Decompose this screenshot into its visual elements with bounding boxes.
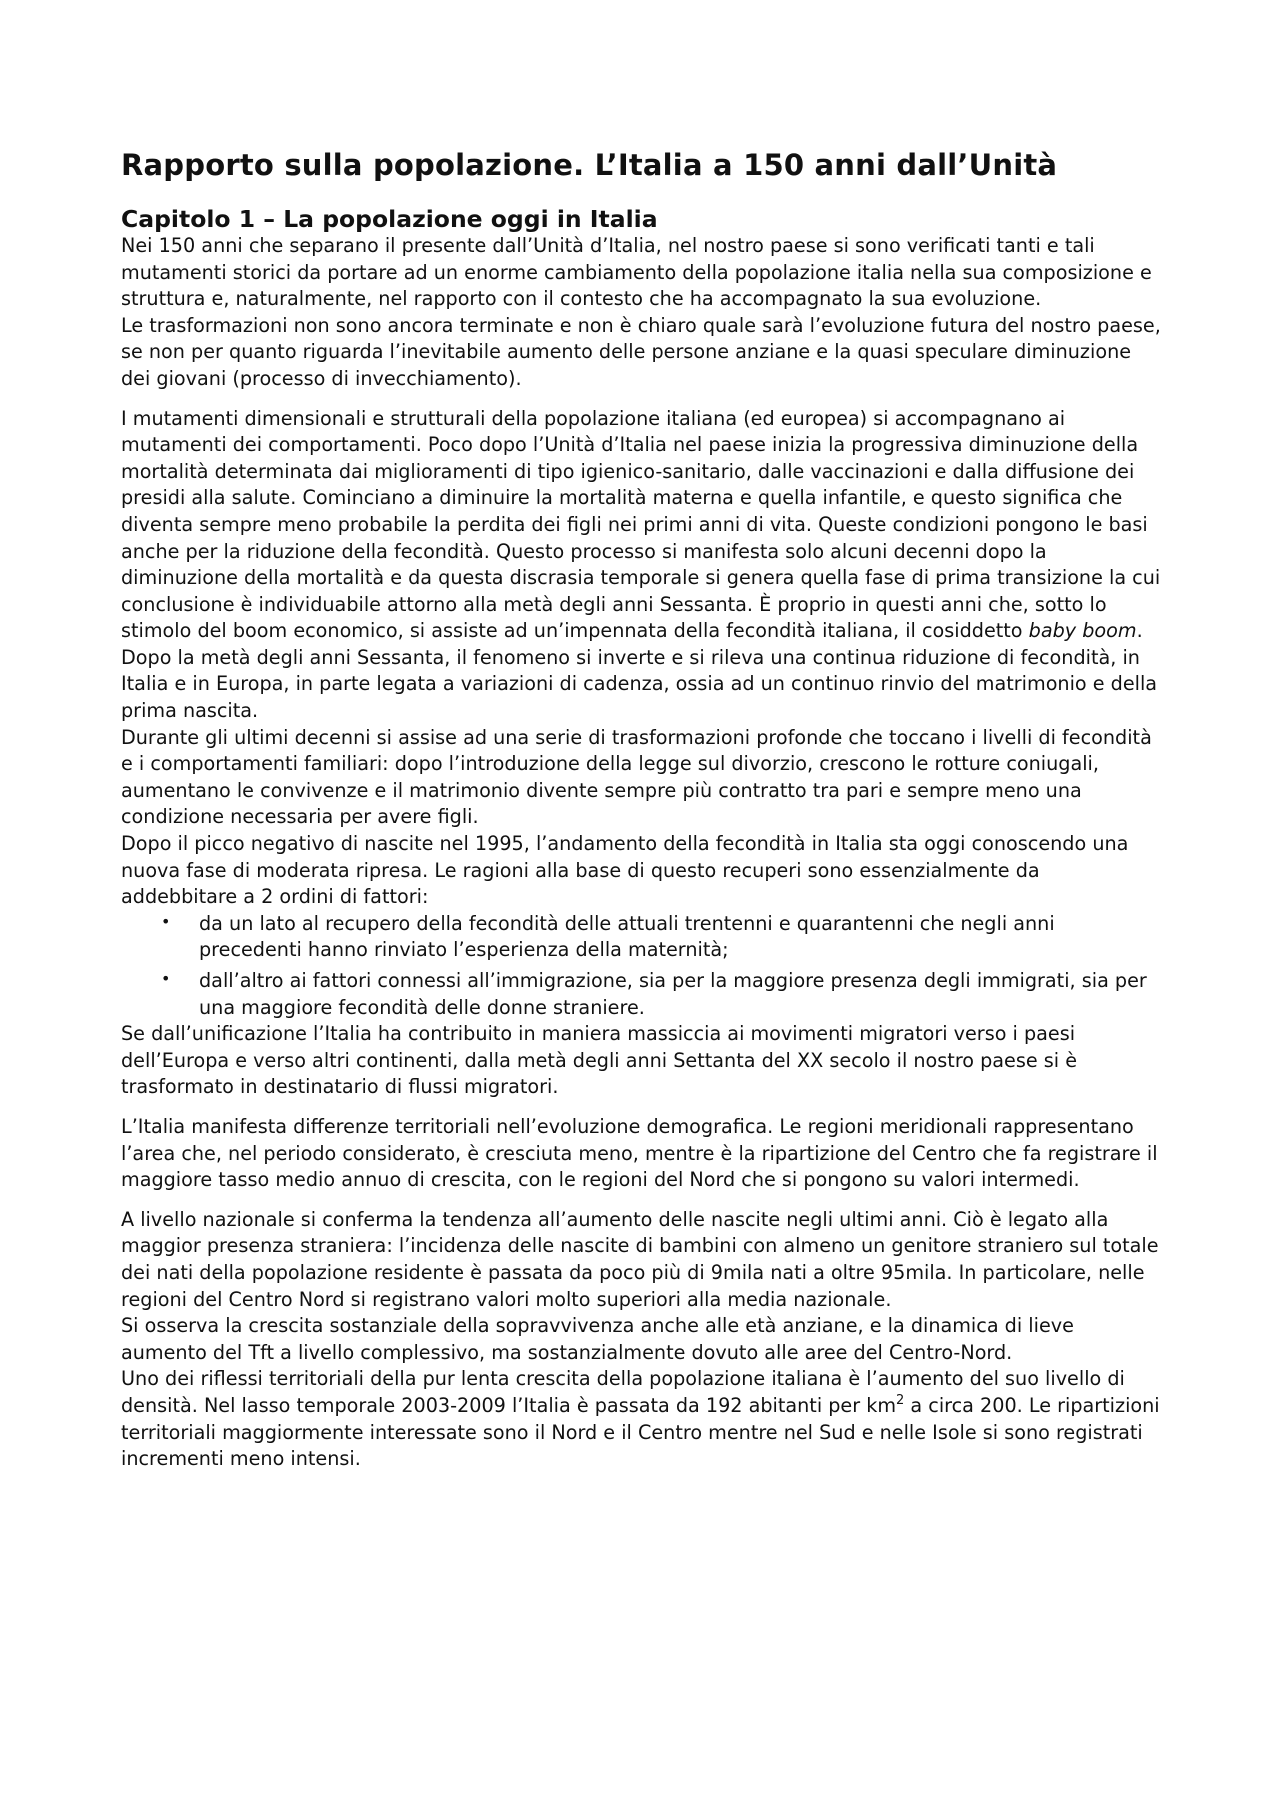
list-item [121, 911, 1161, 964]
bullet-icon: • [161, 911, 171, 931]
paragraph-densita-text-2: a circa 200. Le ripartizioni territoriali maggiormente interessate sono il Nord e il Centro mentre nel Sud e nelle Isole si sono registrati incrementi meno intensi. [121, 1393, 1160, 1471]
list-item-text: da un lato al recupero della fecondità delle attuali trentenni e quarantenni che negli anni precedenti hanno rinviato l’esperienza della maternità; [199, 911, 1055, 962]
chapter-title: Capitolo 1 – La popolazione oggi in Italia [121, 204, 658, 233]
paragraph-nascite: A livello nazionale si conferma la tendenza all’aumento delle nascite negli ultimi anni. Ciò è legato alla maggior presenza straniera: l’incidenza delle nascite di bambini con almeno un genitore straniero sul totale dei nati della popolazione residente è passata da poco più di 9mila nati a oltre 95mila. In particolare, nelle regioni del Centro Nord si registrano valori molto superiori alla media nazionale. [121, 1207, 1159, 1311]
paragraph-migrazione: Se dall’unificazione l’Italia ha contribuito in maniera massiccia ai movimenti migratori verso i paesi dell’Europa e verso altri continenti, dalla metà degli anni Settanta del XX secolo il nostro paese si è trasformato in destinatario di flussi migratori. [121, 1022, 1077, 1099]
paragraph-densita [121, 1366, 1161, 1472]
document-page [121, 148, 1161, 1473]
baby-boom-italic: baby boom [1028, 619, 1137, 643]
paragraph-ultimi-decenni: Durante gli ultimi decenni si assise ad una serie di trasformazioni profonde che toccano i livelli di fecondità e i comportamenti familiari: dopo l’introduzione della legge sul divorzio, crescono le rotture coniugali, aumentano le convivenze e il matrimonio divente sempre più contratto tra pari e sempre meno una condizione necessaria per avere figli. [121, 725, 1152, 829]
bullet-list [121, 911, 1161, 1021]
paragraph-mutamenti [121, 406, 1161, 725]
paragraph-trasformazioni: Le trasformazioni non sono ancora terminate e non è chiaro quale sarà l’evoluzione futura del nostro paese, se non per quanto riguarda l’inevitabile aumento delle persone anziane e la quasi speculare diminuzione dei giovani (processo di invecchiamento). [121, 313, 1161, 390]
document-title: Rapporto sulla popolazione. L’Italia a 150 anni dall’Unità [121, 148, 1058, 182]
paragraph-sopravvivenza: Si osserva la crescita sostanziale della sopravvivenza anche alle età anziane, e la dinamica di lieve aumento del Tft a livello complessivo, ma sostanzialmente dovuto alle aree del Centro-Nord. [121, 1314, 1074, 1364]
list-item [121, 968, 1161, 1021]
paragraph-picco-nascite: Dopo il picco negativo di nascite nel 1995, l’andamento della fecondità in Italia sta oggi conoscendo una nuova fase di moderata ripresa. Le ragioni alla base di questo recuperi sono essenzialmente da addebbitare a 2 ordini di fattori: [121, 832, 1129, 909]
paragraph-intro: Nei 150 anni che separano il presente dall’Unità d’Italia, nel nostro paese si sono verificati tanti e tali mutamenti storici da portare ad un enorme cambiamento della popolazione italia nella sua composizione e struttura e, naturalmente, nel rapporto con il contesto che ha accompagnato la sua evoluzione. [121, 233, 1152, 311]
list-item-text: dall’altro ai fattori connessi all’immigrazione, sia per la maggiore presenza degli immigrati, sia per una maggiore fecondità delle donne straniere. [199, 969, 1147, 1019]
bullet-icon: • [161, 969, 171, 989]
paragraph-densita-text-1: Uno dei riflessi territoriali della pur lenta crescita della popolazione italiana è l’aumento del suo livello di densità. Nel lasso temporale 2003-2009 l’Italia è passata da 192 abitanti per km [121, 1367, 1125, 1417]
paragraph-differenze-territoriali: L’Italia manifesta differenze territoriali nell’evoluzione demografica. Le regioni meridionali rappresentano l’area che, nel periodo considerato, è cresciuta meno, mentre è la ripartizione del Centro che fa registrare il maggiore tasso medio annuo di crescita, con le regioni del Nord che si pongono su valori intermedi. [121, 1114, 1158, 1192]
superscript-2: 2 [896, 1392, 905, 1408]
paragraph-mutamenti-text-1: I mutamenti dimensionali e strutturali della popolazione italiana (ed europea) si accompagnano ai mutamenti dei comportamenti. Poco dopo l’Unità d’Italia nel paese inizia la progressiva diminuzione della mortalità determinata dai miglioramenti di tipo igienico-sanitario, dalle vaccinazioni e dalla diffusione dei presidi alla salute. Cominciano a diminuire la mortalità materna e quella infantile, e questo significa che diventa sempre meno probabile la perdita dei figli nei primi anni di vita. Queste condizioni pongono le basi anche per la riduzione della fecondità. Questo processo si manifesta solo alcuni decenni dopo la diminuzione della mortalità e da questa discrasia temporale si genera quella fase di prima transizione la cui conclusione è individuabile attorno alla metà degli anni Sessanta. È proprio in questi anni che, sotto lo stimolo del boom economico, si assiste ad un’impennata della fecondità italiana, il cosiddetto [121, 406, 1161, 643]
paragraph-mutamenti-text-2: . Dopo la metà degli anni Sessanta, il fenomeno si inverte e si rileva una continua riduzione di fecondità, in Italia e in Europa, in parte legata a variazioni di cadenza, ossia ad un continuo rinvio del matrimonio e della prima nascita. [121, 619, 1158, 723]
